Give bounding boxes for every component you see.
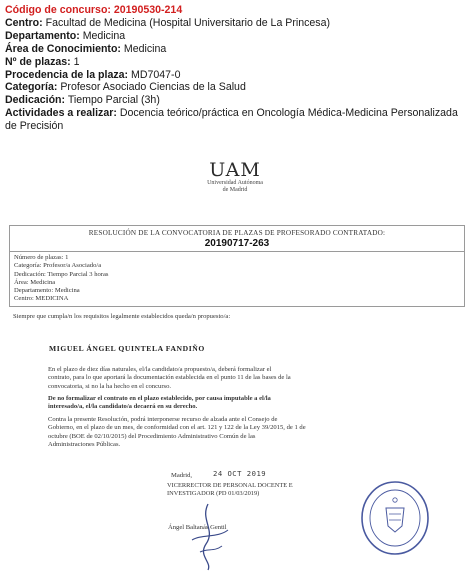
detail-line: Número de plazas: 1 xyxy=(14,254,69,261)
resolution-title: RESOLUCIÓN DE LA CONVOCATORIA DE PLAZAS DE PROFESORADO CONTRATADO: xyxy=(88,229,386,237)
resolution-details xyxy=(14,254,109,304)
concurso-code: Código de concurso: 20190530-214 xyxy=(5,4,183,16)
signer-title-line: VICERRECTOR DE PERSONAL DOCENTE E xyxy=(167,482,293,489)
paragraph-line: Contra la presente Resolución, podrá interponerse recurso de alzada ante el Consejo de xyxy=(48,416,278,423)
area-label: Área de Conocimiento: xyxy=(5,42,121,55)
centro-label: Centro: xyxy=(5,16,43,29)
paragraph-line: octubre (BOE de 02/10/2015) del Procedimiento Administrativo Común de las xyxy=(48,432,256,440)
resolution-box xyxy=(9,225,465,307)
intro-text: Siempre que cumpla/n los requisitos legalmente establecidos queda/n propuesto/a: xyxy=(13,313,231,320)
paragraph-line: contrato, para lo que aportará la documentación establecida en el punto 11 de las bases de la xyxy=(48,374,291,382)
candidate-name: MIGUEL ÁNGEL QUINTELA FANDIÑO xyxy=(49,344,205,353)
date-stamp: 24 OCT 2019 xyxy=(213,469,267,478)
signer-title xyxy=(167,482,293,498)
paragraph-line: Gobierno, en el plazo de un mes, de conformidad con el art. 121 y 122 de la Ley 39/2015, de 1 de xyxy=(48,424,306,432)
paragraph-formalize xyxy=(48,366,448,391)
uam-logo-line1: Universidad Autónoma xyxy=(207,180,263,186)
paragraph-warning xyxy=(48,395,448,412)
actividades-label: Actividades a realizar: xyxy=(5,107,117,120)
uam-logo-mark: UAM xyxy=(209,159,261,181)
paragraph-line: convocatoria, si no la ha hecho en el concurso. xyxy=(48,382,172,390)
plazas-value: 1 xyxy=(73,55,80,68)
categoria-label: Categoría: xyxy=(5,81,58,94)
signer-name: Ángel Baltanás Gentil xyxy=(168,524,227,531)
paragraph-line: De no formalizar el contrato en el plazo establecido, por causa imputable a el/la xyxy=(48,395,271,402)
procedencia-value: MD7047-0 xyxy=(131,68,181,81)
paragraph-line: Administraciones Públicas. xyxy=(48,441,121,449)
categoria-value: Profesor Asociado Ciencias de la Salud xyxy=(60,81,246,94)
plazas-label: Nº de plazas: xyxy=(5,55,71,68)
departamento-value: Medicina xyxy=(82,29,126,42)
official-seal-icon xyxy=(358,478,432,558)
procedencia-label: Procedencia de la plaza: xyxy=(5,68,129,81)
handwritten-signature xyxy=(178,500,238,572)
box-divider xyxy=(10,251,464,252)
area-value: Medicina xyxy=(123,42,167,55)
detail-line: Área: Medicina xyxy=(14,278,56,286)
paragraph-line: En el plazo de diez días naturales, el/la candidato/a propuesto/a, deberá formalizar el xyxy=(48,366,272,373)
uam-logo xyxy=(185,160,285,194)
detail-line: Departamento: Medicina xyxy=(14,287,80,295)
resolution-code: 20190717-263 xyxy=(204,238,270,249)
paragraph-appeal xyxy=(48,416,448,450)
dedicacion-label: Dedicación: xyxy=(5,94,66,107)
paragraph-line: interesado/a, el/la candidato/a decaerá en su derecho. xyxy=(48,403,198,411)
signer-title-line: INVESTIGADOR (PD 01/03/2019) xyxy=(167,490,260,498)
centro-value: Facultad de Medicina (Hospital Universitario de La Princesa) xyxy=(45,16,331,29)
place-text: Madrid, xyxy=(171,472,193,479)
detail-line: Dedicación: Tiempo Parcial 3 horas xyxy=(14,270,109,278)
detail-line: Categoría: Profesor/a Asociado/a xyxy=(14,262,102,270)
actividades-value: Docencia teórico/práctica en Oncología Médica-Medicina Personalizada de Precisión xyxy=(5,107,458,133)
uam-logo-line2: de Madrid xyxy=(222,187,248,193)
departamento-label: Departamento: xyxy=(5,29,80,42)
detail-line: Centro: MEDICINA xyxy=(14,295,69,303)
dedicacion-value: Tiempo Parcial (3h) xyxy=(67,94,160,107)
